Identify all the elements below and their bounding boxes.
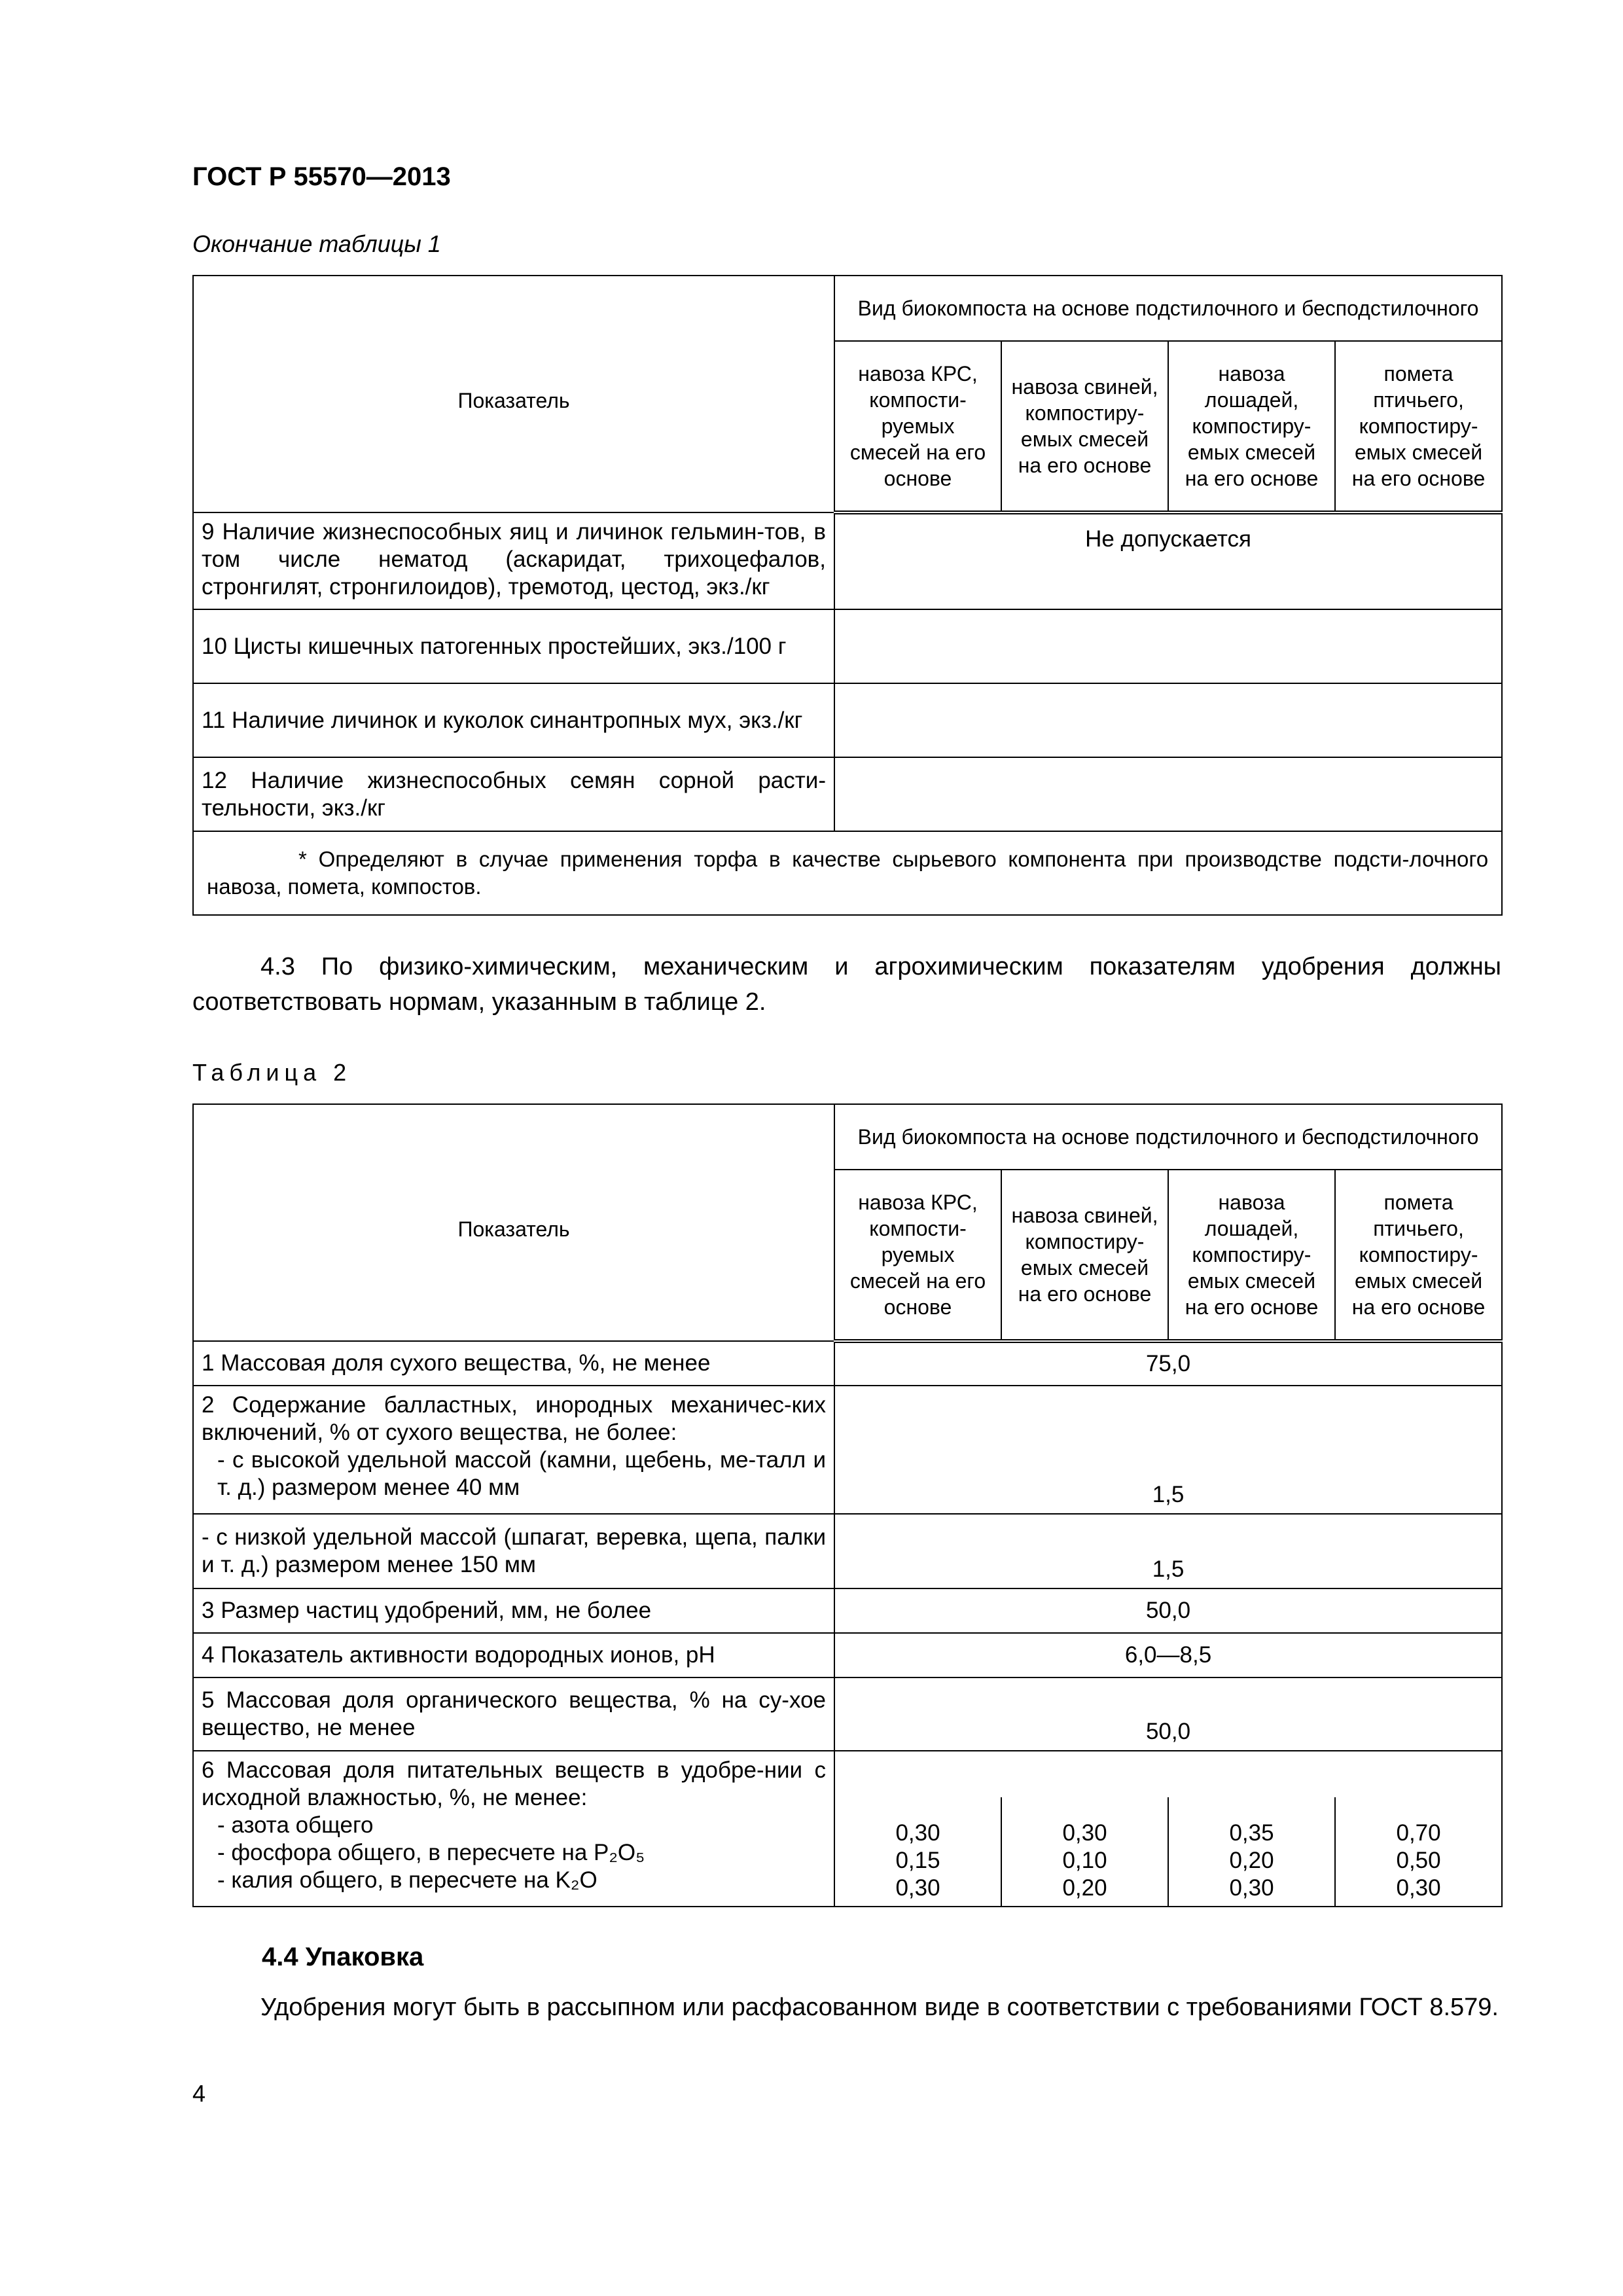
row-label: 4 Показатель активности водородных ионов, pH: [193, 1633, 834, 1677]
table1-subcol-1: [834, 341, 1001, 512]
row-label: 9 Наличие жизнеспособных яиц и личинок гельмин-тов, в том числе нематод (аскаридат, трихоцефалов, стронгилят, стронгилоидов), тремотод, цестод, экз./кг: [193, 512, 834, 609]
table1-group-header: Вид биокомпоста на основе подстилочного и бесподстилочного: [834, 276, 1502, 341]
subcol-text: навоза лошадей, компостиру-емых смесей на его основе: [1185, 362, 1319, 490]
table1-footnote: * Определяют в случае применения торфа в качестве сырьевого компонента при производстве подсти-лочного навоза, помета, компостов.: [193, 831, 1502, 915]
table2-subcol-1: [834, 1170, 1001, 1341]
label-line: 2 Содержание балластных, инородных механичес-ких включений, % от сухого вещества, не более:: [202, 1392, 826, 1445]
table2-group-header: Вид биокомпоста на основе подстилочного и бесподстилочного: [834, 1104, 1502, 1170]
row-value: [834, 757, 1502, 831]
row-value: [834, 609, 1502, 683]
subcol-text: помета птичьего, компостиру-емых смесей на его основе: [1351, 1191, 1486, 1319]
table-row: [193, 1751, 1502, 1907]
row-label-text: [202, 1391, 826, 1501]
table-row: [193, 1633, 1502, 1677]
value: 0,20: [1062, 1875, 1107, 1901]
subcol-text: навоза КРС, компости-руемых смесей на его основе: [849, 362, 986, 490]
value: 0,35: [1229, 1820, 1274, 1846]
subcol-text: навоза КРС, компости-руемых смесей на его основе: [849, 1191, 986, 1319]
table1-subcol-3: [1168, 341, 1335, 512]
row6-col-1: [835, 1751, 1001, 1906]
table1-caption: Окончание таблицы 1: [192, 230, 441, 257]
row6-col-3: [1168, 1797, 1334, 1906]
table1-subcol-4: [1335, 341, 1502, 512]
row6-values: [834, 1751, 1502, 1907]
value: 0,20: [1229, 1848, 1274, 1873]
table2-indicator-header: Показатель: [193, 1104, 834, 1341]
label-line: - с высокой удельной массой (камни, щебень, ме-талл и т. д.) размером менее 40 мм: [217, 1447, 826, 1500]
paragraph-4-3: 4.3 По физико-химическим, механическим и агрохимическим показателям удобрения должны соответствовать нормам, указанным в таблице 2.: [192, 953, 1501, 1016]
table1-subcol-2: [1001, 341, 1168, 512]
row6-item: - азота общего: [217, 1812, 374, 1838]
row-label: 12 Наличие жизнеспособных семян сорной расти-тельности, экз./кг: [193, 757, 834, 831]
row-label: 10 Цисты кишечных патогенных простейших, экз./100 г: [193, 609, 834, 683]
row-label: 11 Наличие личинок и куколок синантропных мух, экз./кг: [193, 683, 834, 757]
subcol-text: помета птичьего, компостиру-емых смесей на его основе: [1351, 362, 1486, 490]
row-label: 1 Массовая доля сухого вещества, %, не менее: [193, 1341, 834, 1386]
table-row: [193, 683, 1502, 757]
table2-caption: Таблица 2: [192, 1059, 352, 1086]
subcol-text: навоза лошадей, компостиру-емых смесей на его основе: [1185, 1191, 1319, 1319]
value: 0,30: [1229, 1875, 1274, 1901]
value: 0,10: [1062, 1848, 1107, 1873]
row-label: [193, 1751, 834, 1907]
table2: [192, 1103, 1503, 1907]
value: 0,30: [1396, 1875, 1441, 1901]
value: 0,30: [895, 1820, 940, 1846]
section-4-4-text: Удобрения могут быть в рассыпном или расфасованном виде в соответствии с требованиями ГОСТ 8.579.: [260, 1994, 1499, 2021]
value: 0,15: [895, 1848, 940, 1873]
section-4-4-heading: 4.4 Упаковка: [262, 1943, 424, 1971]
table-row: [193, 1677, 1502, 1751]
row-value: 6,0—8,5: [834, 1633, 1502, 1677]
table1-indicator-header: Показатель: [193, 276, 834, 512]
row6-item: - калия общего, в пересчете на K₂O: [217, 1867, 597, 1893]
table-row: [193, 1514, 1502, 1588]
subcol-text: навоза свиней, компостиру-емых смесей на его основе: [1011, 1204, 1158, 1306]
row-value: [834, 683, 1502, 757]
row-value: Не допускается: [834, 512, 1502, 609]
row6-intro: 6 Массовая доля питательных веществ в удобре-нии с исходной влажностью, %, не менее:: [202, 1757, 826, 1810]
row-value: 1,5: [834, 1386, 1502, 1514]
row-value: 75,0: [834, 1341, 1502, 1386]
row-value: 1,5: [834, 1514, 1502, 1588]
value: 0,30: [1062, 1820, 1107, 1846]
row6-item: - фосфора общего, в пересчете на P₂O₅: [217, 1840, 645, 1865]
table-row: [193, 757, 1502, 831]
document-title: ГОСТ Р 55570—2013: [192, 162, 451, 191]
row-value: 50,0: [834, 1677, 1502, 1751]
row6-col-4: [1334, 1797, 1501, 1906]
table2-subcol-4: [1335, 1170, 1502, 1341]
row-value: 50,0: [834, 1588, 1502, 1633]
table2-subcol-2: [1001, 1170, 1168, 1341]
row-label: [193, 1386, 834, 1514]
row-label: 5 Массовая доля органического вещества, % на су-хое вещество, не менее: [193, 1677, 834, 1751]
value: 0,70: [1396, 1820, 1441, 1846]
row6-col-2: [1001, 1797, 1168, 1906]
table-row: [193, 1386, 1502, 1514]
table1: [192, 275, 1503, 916]
table-row: [193, 1341, 1502, 1386]
value: 0,30: [895, 1875, 940, 1901]
page-number: 4: [192, 2080, 206, 2107]
value: 0,50: [1396, 1848, 1441, 1873]
table2-subcol-3: [1168, 1170, 1335, 1341]
row-label: 3 Размер частиц удобрений, мм, не более: [193, 1588, 834, 1633]
row-label: - с низкой удельной массой (шпагат, веревка, щепа, палки и т. д.) размером менее 150 мм: [193, 1514, 834, 1588]
table-row: [193, 609, 1502, 683]
table-row: [193, 512, 1502, 609]
subcol-text: навоза свиней, компостиру-емых смесей на его основе: [1011, 375, 1158, 477]
table-row: [193, 1588, 1502, 1633]
